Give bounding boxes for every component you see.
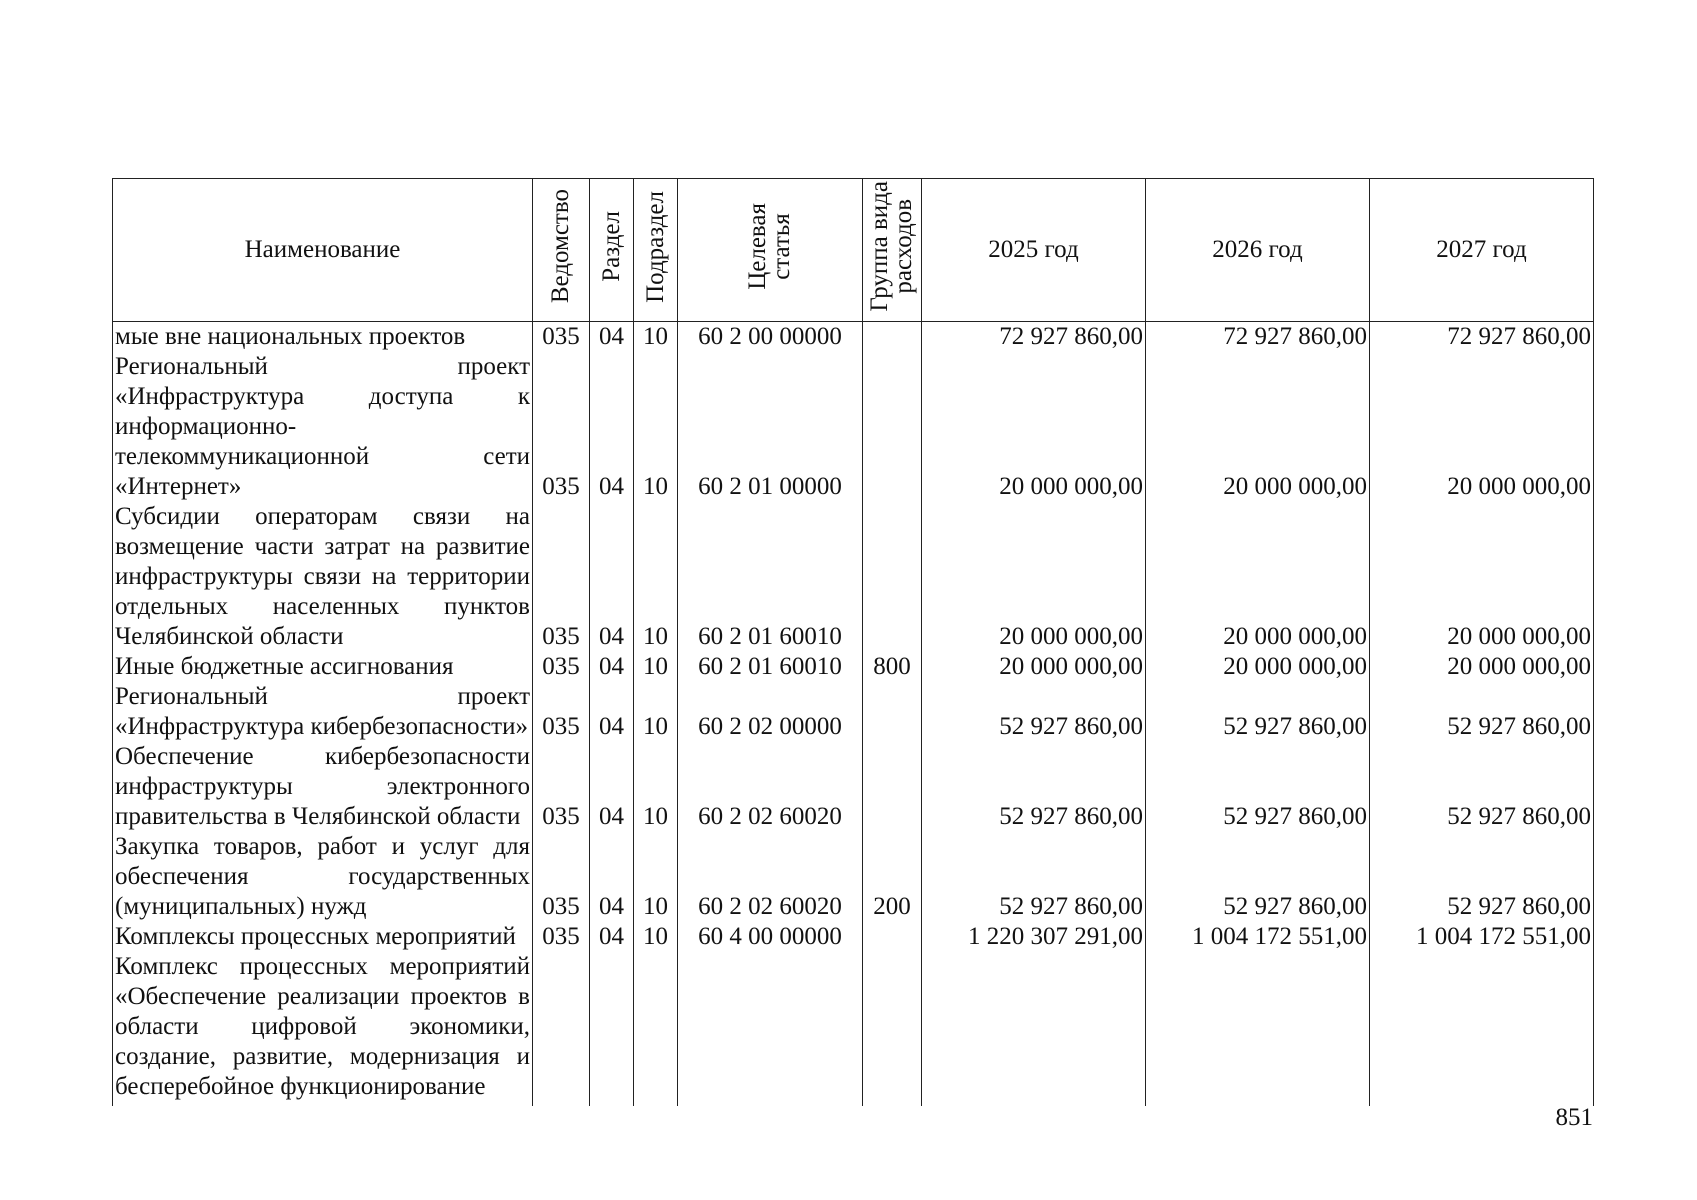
row-vedomstvo: 035 [533,322,590,353]
header-celevaya-statya: Целевая статья [678,179,863,322]
row-2025: 72 927 860,00 [922,322,1146,353]
row-gruppa [863,352,922,502]
row-2026: 52 927 860,00 [1146,742,1370,832]
row-gruppa: 200 [863,832,922,922]
row-podrazdel: 10 [634,832,678,922]
row-2027: 20 000 000,00 [1370,502,1594,652]
table-row [113,832,1594,922]
row-name: Закупка товаров, работ и услуг для обеспечения государственных (муниципальных) нужд [113,832,533,922]
header-gruppa-vida-rashodov: Группа вида расходов [863,179,922,322]
row-celevaya: 60 2 01 60010 [678,502,863,652]
row-name: мые вне национальных проектов [113,322,533,353]
row-podrazdel: 10 [634,322,678,353]
table-row [113,652,1594,682]
row-2025 [922,952,1146,1106]
row-2026: 52 927 860,00 [1146,682,1370,742]
row-name: Субсидии операторам связи на возмещение части затрат на развитие инфраструктуры связи на территории отдельных населенных пунктов Челябинской области [113,502,533,652]
row-razdel: 04 [590,502,634,652]
row-podrazdel [634,952,678,1106]
row-podrazdel: 10 [634,352,678,502]
row-2026: 20 000 000,00 [1146,652,1370,682]
row-celevaya: 60 2 00 00000 [678,322,863,353]
page-number: 851 [1555,1104,1593,1131]
row-2025: 20 000 000,00 [922,652,1146,682]
row-vedomstvo: 035 [533,832,590,922]
row-celevaya: 60 4 00 00000 [678,922,863,952]
row-name: Обеспечение кибербезопасности инфраструктуры электронного правительства в Челябинской области [113,742,533,832]
table-row [113,682,1594,742]
header-razdel: Раздел [590,179,634,322]
row-razdel: 04 [590,832,634,922]
row-gruppa [863,742,922,832]
row-name: Региональный проект «Инфраструктура кибербезопасности» [113,682,533,742]
row-razdel: 04 [590,322,634,353]
row-celevaya: 60 2 01 60010 [678,652,863,682]
row-2025: 20 000 000,00 [922,502,1146,652]
row-gruppa [863,682,922,742]
row-celevaya [678,952,863,1106]
row-name: Иные бюджетные ассигнования [113,652,533,682]
table-row [113,322,1594,353]
row-2027: 52 927 860,00 [1370,742,1594,832]
row-podrazdel: 10 [634,502,678,652]
row-2026: 20 000 000,00 [1146,352,1370,502]
table-body [113,322,1594,1107]
row-2025: 52 927 860,00 [922,832,1146,922]
row-2026: 52 927 860,00 [1146,832,1370,922]
row-razdel: 04 [590,352,634,502]
row-razdel: 04 [590,652,634,682]
row-podrazdel: 10 [634,652,678,682]
row-2026: 1 004 172 551,00 [1146,922,1370,952]
row-vedomstvo: 035 [533,682,590,742]
table-row [113,742,1594,832]
table-row [113,502,1594,652]
row-podrazdel: 10 [634,742,678,832]
row-2025: 1 220 307 291,00 [922,922,1146,952]
row-vedomstvo [533,952,590,1106]
row-2027: 20 000 000,00 [1370,652,1594,682]
row-vedomstvo: 035 [533,352,590,502]
row-2027: 1 004 172 551,00 [1370,922,1594,952]
row-name: Комплексы процессных мероприятий [113,922,533,952]
header-name: Наименование [113,179,533,322]
row-celevaya: 60 2 02 60020 [678,742,863,832]
row-name: Комплекс процессных мероприятий «Обеспечение реализации проектов в области цифровой экономики, создание, развитие, модернизация и бесперебойное функционирование [113,952,533,1106]
header-2025: 2025 год [922,179,1146,322]
row-razdel [590,952,634,1106]
row-2027: 72 927 860,00 [1370,322,1594,353]
row-gruppa: 800 [863,652,922,682]
row-2027: 20 000 000,00 [1370,352,1594,502]
header-2026: 2026 год [1146,179,1370,322]
row-podrazdel: 10 [634,922,678,952]
row-2025: 20 000 000,00 [922,352,1146,502]
row-vedomstvo: 035 [533,652,590,682]
budget-table [112,178,1594,1106]
header-vedomstvo: Ведомство [533,179,590,322]
row-2027: 52 927 860,00 [1370,832,1594,922]
row-2025: 52 927 860,00 [922,742,1146,832]
header-2027: 2027 год [1370,179,1594,322]
table-row [113,952,1594,1106]
row-gruppa [863,922,922,952]
row-celevaya: 60 2 01 00000 [678,352,863,502]
row-2025: 52 927 860,00 [922,682,1146,742]
table-row [113,922,1594,952]
row-2026: 72 927 860,00 [1146,322,1370,353]
header-row [113,179,1594,322]
row-2027: 52 927 860,00 [1370,682,1594,742]
row-vedomstvo: 035 [533,922,590,952]
row-2027 [1370,952,1594,1106]
row-2026: 20 000 000,00 [1146,502,1370,652]
row-vedomstvo: 035 [533,502,590,652]
row-gruppa [863,952,922,1106]
row-podrazdel: 10 [634,682,678,742]
table-row [113,352,1594,502]
row-2026 [1146,952,1370,1106]
row-vedomstvo: 035 [533,742,590,832]
row-gruppa [863,502,922,652]
budget-table-container [112,178,1593,1106]
row-celevaya: 60 2 02 00000 [678,682,863,742]
row-gruppa [863,322,922,353]
row-razdel: 04 [590,682,634,742]
row-razdel: 04 [590,922,634,952]
row-celevaya: 60 2 02 60020 [678,832,863,922]
row-razdel: 04 [590,742,634,832]
row-name: Региональный проект «Инфраструктура доступа к информационно-телекоммуникационной сети «Интернет» [113,352,533,502]
header-podrazdel: Подраздел [634,179,678,322]
